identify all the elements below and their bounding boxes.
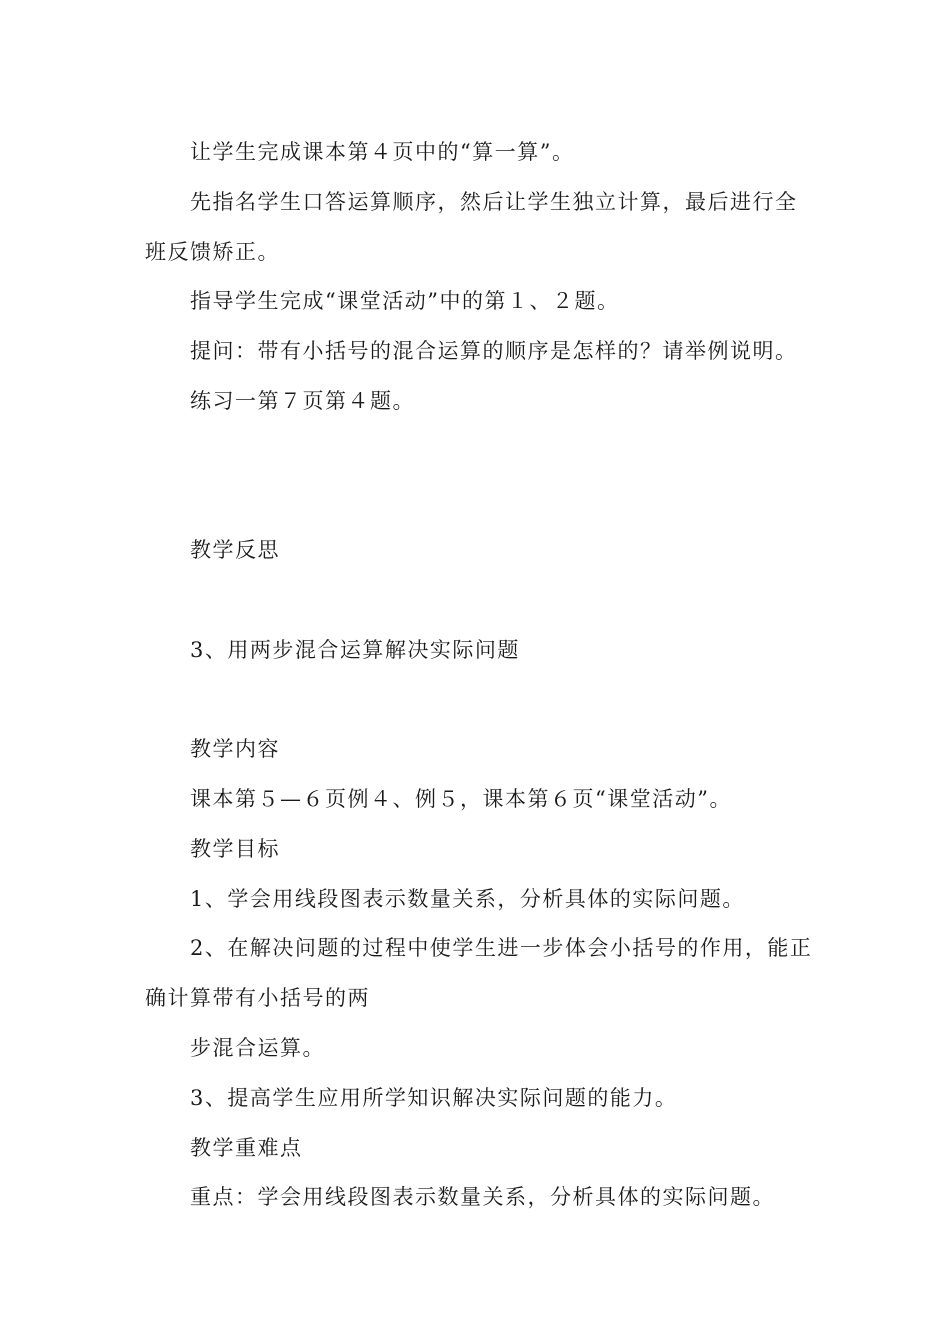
paragraph-order-line1: 先指名学生口答运算顺序，然后让学生独立计算，最后进行全 [190, 190, 798, 214]
goal-item-1: 1、学会用线段图表示数量关系，分析具体的实际问题。 [190, 887, 745, 911]
heading-reflection: 教学反思 [190, 538, 280, 562]
paragraph-content: 课本第５—６页例４、例５，课本第６页“课堂活动”。 [190, 787, 732, 811]
paragraph-order-line2: 班反馈矫正。 [145, 240, 280, 264]
paragraph-exercise: 练习一第７页第４题。 [190, 389, 415, 413]
goal-item-2-line3: 步混合运算。 [190, 1036, 325, 1060]
goal-item-3: 3、提高学生应用所学知识解决实际问题的能力。 [190, 1086, 678, 1110]
paragraph-question: 提问：带有小括号的混合运算的顺序是怎样的？请举例说明。 [190, 339, 798, 363]
heading-content: 教学内容 [190, 737, 280, 761]
section-title: 3、用两步混合运算解决实际问题 [190, 638, 520, 662]
heading-key-points: 教学重难点 [190, 1136, 303, 1160]
heading-goals: 教学目标 [190, 837, 280, 861]
paragraph-key-point: 重点：学会用线段图表示数量关系，分析具体的实际问题。 [190, 1185, 775, 1209]
goal-item-2-line2: 确计算带有小括号的两 [145, 986, 370, 1010]
paragraph-complete-calc: 让学生完成课本第４页中的“算一算”。 [190, 140, 575, 164]
goal-item-2-line1: 2、在解决问题的过程中使学生进一步体会小括号的作用，能正 [190, 936, 813, 960]
paragraph-class-activity: 指导学生完成“课堂活动”中的第１、２题。 [190, 289, 620, 313]
